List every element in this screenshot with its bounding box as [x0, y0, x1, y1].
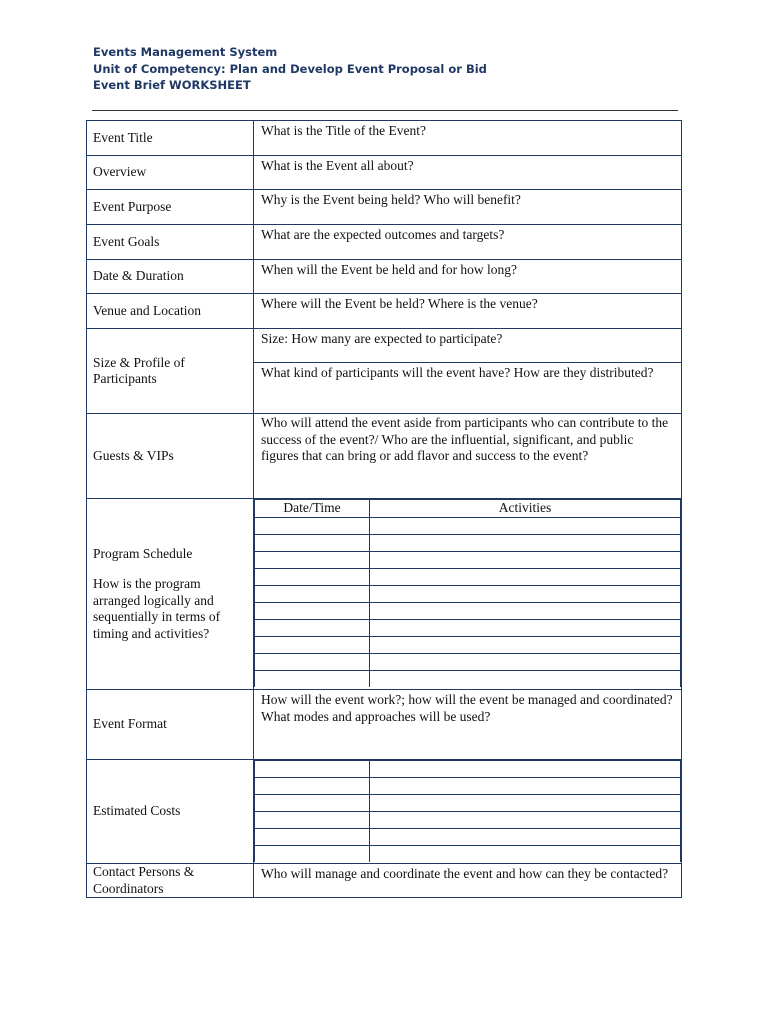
label-overview: Overview	[87, 156, 254, 190]
document-header	[93, 44, 487, 94]
date-time-cell[interactable]	[255, 636, 370, 653]
activity-cell[interactable]	[370, 568, 681, 585]
question-overview[interactable]: What is the Event all about?	[254, 156, 682, 190]
date-time-cell[interactable]	[255, 551, 370, 568]
row-event-goals	[87, 225, 682, 260]
label-estimated-costs: Estimated Costs	[87, 760, 254, 864]
cost-amount-cell[interactable]	[370, 795, 681, 812]
col-header-date-time: Date/Time	[255, 500, 370, 518]
col-header-activities: Activities	[370, 500, 681, 518]
label-event-title: Event Title	[87, 121, 254, 156]
table-row	[255, 761, 681, 778]
date-time-cell[interactable]	[255, 534, 370, 551]
cost-amount-cell[interactable]	[370, 846, 681, 863]
row-estimated-costs	[87, 760, 682, 864]
label-event-goals: Event Goals	[87, 225, 254, 260]
row-program-schedule	[87, 499, 682, 690]
date-time-cell[interactable]	[255, 670, 370, 687]
program-schedule-grid	[254, 499, 681, 687]
row-contact-persons	[87, 864, 682, 898]
question-guests-vips[interactable]: Who will attend the event aside from participants who can contribute to the success of the event?/ Who are the influential, significant, and public figures that can bring or add flavor and success to the event?	[254, 414, 682, 499]
table-row	[255, 517, 681, 534]
table-row	[255, 829, 681, 846]
label-date-duration: Date & Duration	[87, 260, 254, 294]
question-participant-profile[interactable]: What kind of participants will the event have? How are they distributed?	[254, 363, 682, 414]
event-brief-table	[86, 120, 682, 898]
question-event-format[interactable]: How will the event work?; how will the event be managed and coordinated? What modes and approaches will be used?	[254, 690, 682, 760]
cost-item-cell[interactable]	[255, 829, 370, 846]
estimated-costs-grid	[254, 760, 681, 862]
header-system-name: Events Management System	[93, 45, 278, 59]
row-size-profile-a	[87, 329, 682, 363]
date-time-cell[interactable]	[255, 568, 370, 585]
table-row	[255, 636, 681, 653]
cost-item-cell[interactable]	[255, 761, 370, 778]
program-schedule-header	[255, 500, 681, 518]
activity-cell[interactable]	[370, 602, 681, 619]
table-row	[255, 585, 681, 602]
label-program-schedule: Program Schedule	[93, 545, 193, 561]
activity-cell[interactable]	[370, 670, 681, 687]
cost-amount-cell[interactable]	[370, 812, 681, 829]
table-row	[255, 551, 681, 568]
row-event-title	[87, 121, 682, 156]
question-event-goals[interactable]: What are the expected outcomes and targets?	[254, 225, 682, 260]
label-guests-vips: Guests & VIPs	[87, 414, 254, 499]
label-event-format: Event Format	[87, 690, 254, 760]
date-time-cell[interactable]	[255, 585, 370, 602]
activity-cell[interactable]	[370, 653, 681, 670]
question-event-title[interactable]: What is the Title of the Event?	[254, 121, 682, 156]
label-venue-location: Venue and Location	[87, 294, 254, 329]
question-venue-location[interactable]: Where will the Event be held? Where is the venue?	[254, 294, 682, 329]
row-guests-vips	[87, 414, 682, 499]
label-contact-persons: Contact Persons & Coordinators	[87, 864, 254, 898]
date-time-cell[interactable]	[255, 517, 370, 534]
activity-cell[interactable]	[370, 517, 681, 534]
table-row	[255, 795, 681, 812]
cost-amount-cell[interactable]	[370, 778, 681, 795]
program-schedule-grid-cell	[254, 499, 682, 690]
header-worksheet-title: Event Brief WORKSHEET	[93, 78, 251, 92]
date-time-cell[interactable]	[255, 602, 370, 619]
label-size-profile: Size & Profile of Participants	[87, 329, 254, 414]
activity-cell[interactable]	[370, 534, 681, 551]
row-event-format	[87, 690, 682, 760]
date-time-cell[interactable]	[255, 653, 370, 670]
table-row	[255, 812, 681, 829]
table-row	[255, 568, 681, 585]
header-unit-of-competency: Unit of Competency: Plan and Develop Event Proposal or Bid	[93, 61, 487, 76]
question-date-duration[interactable]: When will the Event be held and for how long?	[254, 260, 682, 294]
cost-item-cell[interactable]	[255, 846, 370, 863]
table-row	[255, 653, 681, 670]
activity-cell[interactable]	[370, 619, 681, 636]
table-row	[255, 846, 681, 863]
table-row	[255, 602, 681, 619]
estimated-costs-grid-cell	[254, 760, 682, 864]
table-row	[255, 670, 681, 687]
label-event-purpose: Event Purpose	[87, 190, 254, 225]
question-event-purpose[interactable]: Why is the Event being held? Who will benefit?	[254, 190, 682, 225]
table-row	[255, 778, 681, 795]
table-row	[255, 534, 681, 551]
label-program-schedule-note: How is the program arranged logically and sequentially in terms of timing and activities?	[93, 576, 221, 641]
cost-item-cell[interactable]	[255, 812, 370, 829]
cost-item-cell[interactable]	[255, 795, 370, 812]
date-time-cell[interactable]	[255, 619, 370, 636]
question-size[interactable]: Size: How many are expected to participate?	[254, 329, 682, 363]
row-overview	[87, 156, 682, 190]
activity-cell[interactable]	[370, 551, 681, 568]
cost-item-cell[interactable]	[255, 778, 370, 795]
question-contact-persons[interactable]: Who will manage and coordinate the event and how can they be contacted?	[254, 864, 682, 898]
cost-amount-cell[interactable]	[370, 829, 681, 846]
row-event-purpose	[87, 190, 682, 225]
cost-amount-cell[interactable]	[370, 761, 681, 778]
row-venue-location	[87, 294, 682, 329]
activity-cell[interactable]	[370, 585, 681, 602]
header-divider	[92, 110, 678, 111]
label-program-schedule-cell	[87, 499, 254, 690]
row-date-duration	[87, 260, 682, 294]
activity-cell[interactable]	[370, 636, 681, 653]
table-row	[255, 619, 681, 636]
